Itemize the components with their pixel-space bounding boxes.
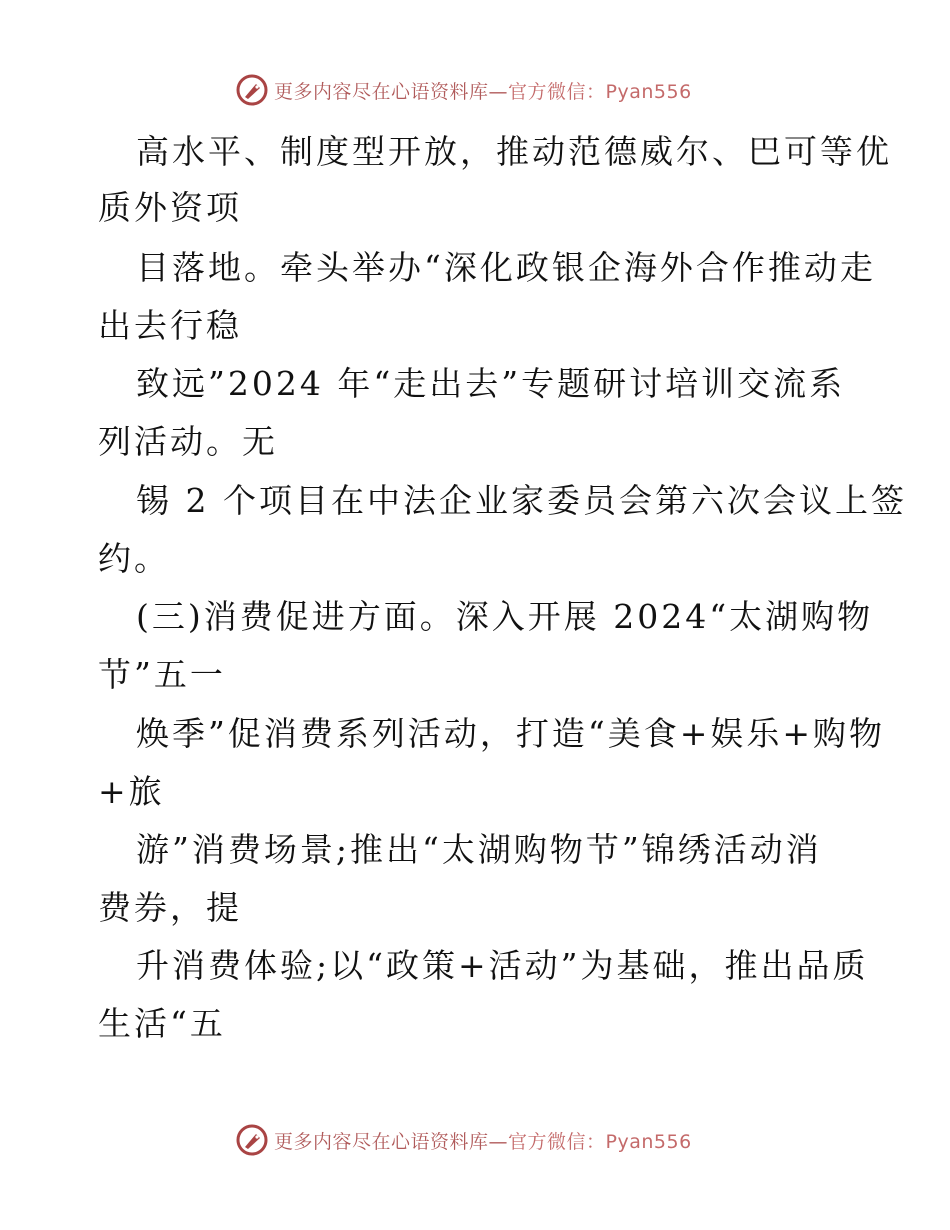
body-line: 出去行稳 bbox=[98, 306, 242, 345]
body-line: 费券，提 bbox=[98, 888, 242, 927]
body-line: 约。 bbox=[98, 539, 170, 578]
watermark-wechat: 官方微信：Pyan556 bbox=[508, 1130, 692, 1153]
body-line: 锡 2 个项目在中法企业家委员会第六次会议上签 bbox=[136, 481, 907, 520]
body-line: 生活“五 bbox=[98, 1004, 226, 1043]
watermark-separator: — bbox=[488, 1130, 509, 1153]
watermark-text-main: 更多内容尽在心语资料库 bbox=[274, 1130, 489, 1153]
watermark-wechat: 官方微信：Pyan556 bbox=[508, 80, 692, 103]
body-line: 列活动。无 bbox=[98, 422, 278, 461]
body-line: 质外资项 bbox=[98, 188, 242, 227]
body-line: 致远”2024 年“走出去”专题研讨培训交流系 bbox=[136, 364, 846, 403]
body-line: 焕季”促消费系列活动，打造“美食+娱乐+购物 bbox=[136, 714, 886, 753]
pen-nib-logo-icon bbox=[236, 74, 268, 106]
body-line: (三)消费促进方面。深入开展 2024“太湖购物 bbox=[136, 597, 874, 636]
watermark-separator: — bbox=[488, 80, 509, 103]
footer-watermark bbox=[236, 1123, 692, 1157]
body-line: 游”消费场景;推出“太湖购物节”锦绣活动消 bbox=[136, 830, 822, 869]
body-line: +旅 bbox=[98, 772, 165, 811]
body-line: 升消费体验;以“政策+活动”为基础，推出品质 bbox=[136, 946, 869, 985]
body-line: 高水平、制度型开放，推动范德威尔、巴可等优 bbox=[136, 132, 892, 171]
body-line: 节”五一 bbox=[98, 655, 226, 694]
header-watermark bbox=[236, 73, 692, 107]
body-line: 目落地。牵头举办“深化政银企海外合作推动走 bbox=[136, 248, 876, 287]
watermark-text-main: 更多内容尽在心语资料库 bbox=[274, 80, 489, 103]
pen-nib-logo-icon bbox=[236, 1124, 268, 1156]
